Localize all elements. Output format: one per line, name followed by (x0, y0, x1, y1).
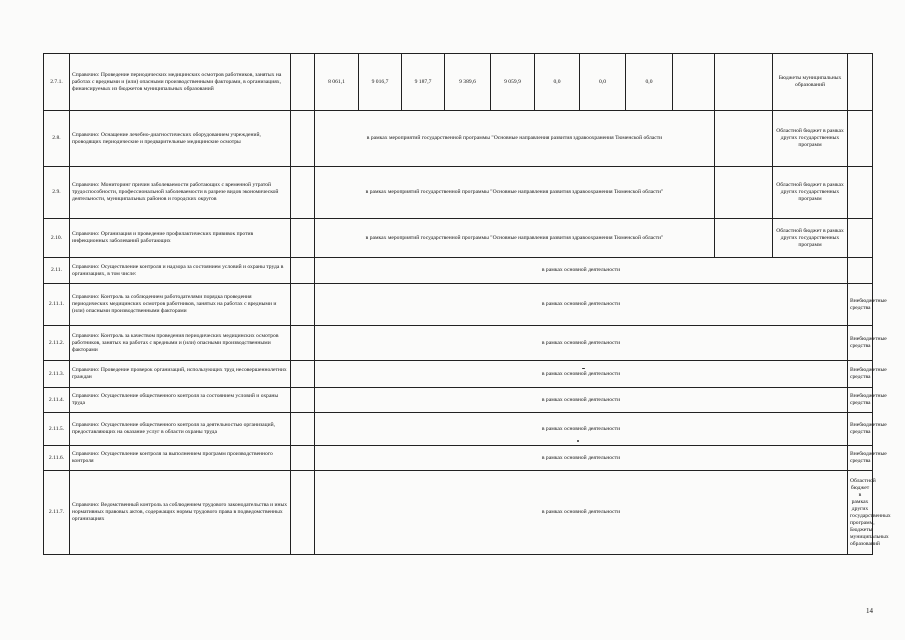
merged-note: в рамках основной деятельности (315, 471, 848, 555)
activity-description: Справочно: Мониторинг причин заболеваемости работающих с временной утратой трудоспособности, профессиональной заболеваемости в разрезе видов экономической деятельности, муниципальных районов и городских округов (70, 167, 291, 219)
table-row (44, 471, 873, 555)
funding-source: Внебюджетные средства (848, 361, 873, 388)
merged-note: в рамках основной деятельности (315, 361, 848, 388)
merged-note: в рамках основной деятельности (315, 388, 848, 413)
row-number: 2.11.3. (44, 361, 70, 388)
table-row (44, 219, 873, 258)
empty-cell (291, 361, 315, 388)
empty-cell (291, 284, 315, 326)
empty-cell (291, 471, 315, 555)
activity-description: Справочно: Контроль за качеством проведения периодических медицинских осмотров работников, занятых на работах с вредными и (или) опасными производственными факторами (70, 326, 291, 361)
value-cell: 0,0 (580, 54, 626, 111)
empty-cell (715, 54, 773, 111)
empty-cell (291, 258, 315, 284)
row-number: 2.7.1. (44, 54, 70, 111)
funding-source: Областной бюджет в рамках других государственных программ (773, 111, 848, 167)
funding-source: Областной бюджет в рамках других государственных программ, Бюджеты муниципальных образований (848, 471, 873, 555)
activity-description: Справочно: Ведомственный контроль за соблюдением трудового законодательства и иных нормативных правовых актов, содержащих нормы трудового права в подведомственных организациях (70, 471, 291, 555)
activity-description: Справочно: Организация и проведение профилактических прививок против инфекционных заболеваний работающих (70, 219, 291, 258)
funding-source: Областной бюджет в рамках других государственных программ (773, 219, 848, 258)
funding-source: Внебюджетные средства (848, 388, 873, 413)
row-number: 2.11.1. (44, 284, 70, 326)
row-number: 2.9. (44, 167, 70, 219)
activity-description: Справочно: Проведение периодических медицинских осмотров работников, занятых на работах с вредными и (или) опасными производственными факторами, в организациях, финансируемых из бюджетов муниципальных образований (70, 54, 291, 111)
table-row (44, 388, 873, 413)
funding-source: Областной бюджет в рамках других государственных программ (773, 167, 848, 219)
row-number: 2.11.4. (44, 388, 70, 413)
merged-note: в рамках основной деятельности (315, 284, 848, 326)
table-row (44, 111, 873, 167)
funding-source: Бюджеты муниципальных образований (773, 54, 848, 111)
scan-speck (582, 368, 585, 369)
table-row (44, 413, 873, 446)
empty-cell (715, 167, 773, 219)
empty-cell (291, 54, 315, 111)
value-cell: 9 389,6 (445, 54, 491, 111)
merged-note: в рамках основной деятельности (315, 326, 848, 361)
value-cell: 9 016,7 (359, 54, 402, 111)
table-row (44, 361, 873, 388)
activity-description: Справочно: Контроль за соблюдением работодателями порядка проведения периодических медицинских осмотров работников, занятых на работах с вредными и (или) опасными производственными факторами (70, 284, 291, 326)
table-row (44, 258, 873, 284)
value-cell: 0,0 (535, 54, 580, 111)
row-number: 2.10. (44, 219, 70, 258)
empty-cell (291, 388, 315, 413)
page-number: 14 (866, 607, 873, 615)
value-cell: 8 061,1 (315, 54, 359, 111)
row-number: 2.11. (44, 258, 70, 284)
row-number: 2.11.5. (44, 413, 70, 446)
empty-cell (848, 111, 873, 167)
merged-note: в рамках мероприятий государственной программы "Основные направления развития здравоохранения Тюменской области" (315, 167, 715, 219)
activity-description: Справочно: Осуществление общественного контроля за состоянием условий и охраны труда (70, 388, 291, 413)
table-row (44, 326, 873, 361)
empty-cell (673, 54, 715, 111)
merged-note: в рамках мероприятий государственной программы "Основные направления развития здравоохранения Тюменской области (315, 111, 715, 167)
empty-cell (848, 219, 873, 258)
row-number: 2.11.7. (44, 471, 70, 555)
row-number: 2.11.2. (44, 326, 70, 361)
table-row (44, 54, 873, 111)
empty-cell (848, 54, 873, 111)
merged-note: в рамках основной деятельности (315, 258, 848, 284)
empty-cell (291, 167, 315, 219)
program-activities-table (43, 53, 891, 555)
table-row (44, 284, 873, 326)
value-cell: 9 059,9 (491, 54, 535, 111)
empty-cell (848, 167, 873, 219)
activity-description: Справочно: Осуществление контроля за выполнением программ производственного контроля (70, 446, 291, 471)
merged-note: в рамках мероприятий государственной программы "Основные направления развития здравоохранения Тюменской области" (315, 219, 715, 258)
empty-cell (291, 219, 315, 258)
activity-description: Справочно: Оснащение лечебно-диагностических оборудованием учреждений, проводящих периодические и предварительные медицинские осмотры (70, 111, 291, 167)
empty-cell (291, 111, 315, 167)
merged-note: в рамках основной деятельности (315, 413, 848, 446)
activity-description: Справочно: Осуществление общественного контроля за деятельностью организаций, предоставляющих на оказание услуг в области охраны труда (70, 413, 291, 446)
activity-description: Справочно: Проведение проверок организаций, использующих труд несовершеннолетних граждан (70, 361, 291, 388)
funding-source: Внебюджетные средства (848, 413, 873, 446)
scan-speck (577, 440, 579, 442)
value-cell: 0,0 (626, 54, 673, 111)
merged-note: в рамках основной деятельности (315, 446, 848, 471)
funding-source: Внебюджетные средства (848, 284, 873, 326)
empty-cell (291, 326, 315, 361)
table-row (44, 446, 873, 471)
row-number: 2.11.6. (44, 446, 70, 471)
value-cell: 9 187,7 (402, 54, 445, 111)
activity-description: Справочно: Осуществление контроля и надзора за состоянием условий и охраны труда в организациях, в том числе: (70, 258, 291, 284)
funding-source: Внебюджетные средства (848, 446, 873, 471)
empty-cell (291, 413, 315, 446)
empty-cell (291, 446, 315, 471)
row-number: 2.8. (44, 111, 70, 167)
funding-source (848, 258, 873, 284)
empty-cell (715, 219, 773, 258)
funding-source: Внебюджетные средства (848, 326, 873, 361)
table-row (44, 167, 873, 219)
empty-cell (715, 111, 773, 167)
